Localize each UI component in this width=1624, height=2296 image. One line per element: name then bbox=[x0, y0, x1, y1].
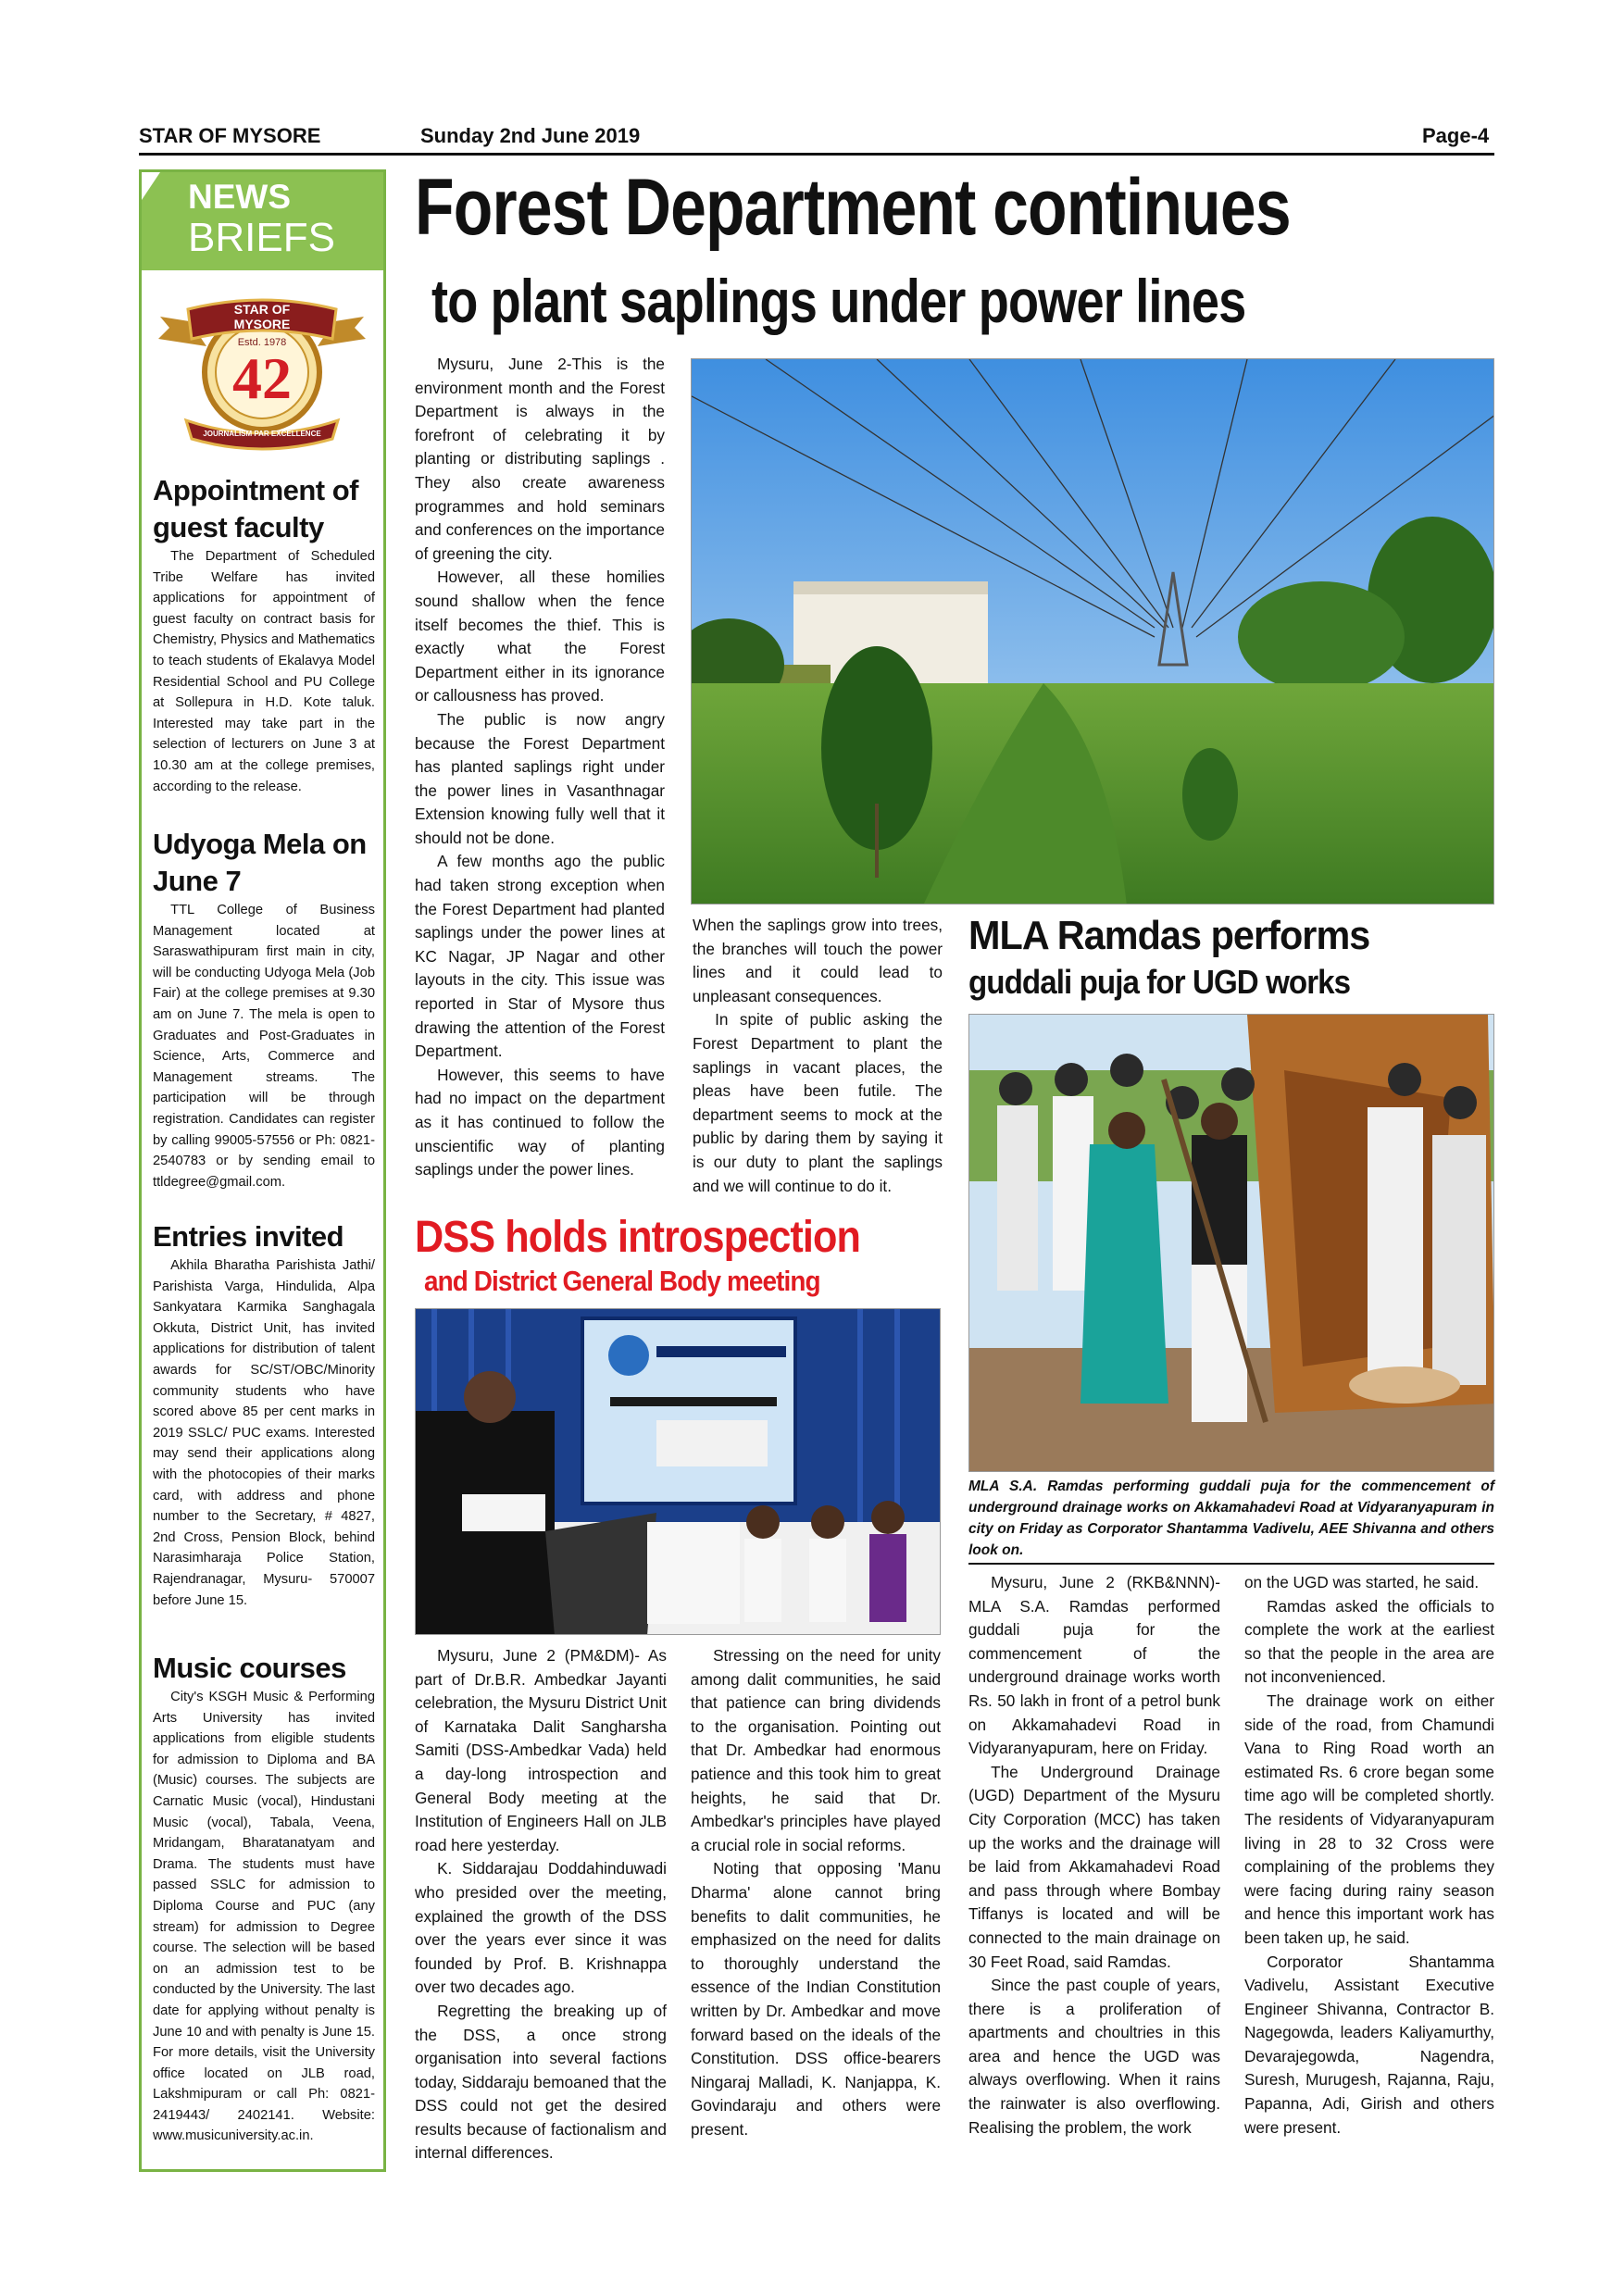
header-rule bbox=[139, 153, 1494, 156]
paragraph: The Underground Drainage (UGD) Department of the Mysuru City Corporation (MCC) has taken up the works and the drainage will be laid from Akkamahadevi Road and pass through where Bombay Tiffanys is located and will be connected to the main drainage on 30 Feet Road, said Ramdas. bbox=[968, 1762, 1220, 1971]
corner-triangle-icon bbox=[142, 172, 160, 200]
paragraph: Since the past couple of years, there is a proliferation of apartments and choultries in this area and hence the UGD was always overflowing. When it rains the rainwater is also overflowing. Realising the problem, the work bbox=[968, 1976, 1220, 2137]
paragraph: A few months ago the public had taken strong exception when the Forest Department had planted saplings under the power lines at KC Nagar, JP Nagar and other layouts in the city. This issue was reported in Star of Mysore thus drawing the attention of the Forest Department. bbox=[415, 852, 665, 1061]
brief-entries-invited bbox=[153, 1218, 375, 1611]
forest-saplings-photo bbox=[691, 358, 1494, 905]
brief-heading: Appointment of guest faculty bbox=[153, 474, 359, 543]
news-label: NEWS bbox=[188, 178, 291, 216]
dss-headline-line1: DSS holds introspection bbox=[415, 1213, 860, 1262]
dss-story-column-1 bbox=[415, 1644, 667, 2165]
meeting-stage-image bbox=[416, 1309, 941, 1635]
brief-music-courses bbox=[153, 1650, 375, 2147]
paper-name: STAR OF MYSORE bbox=[139, 124, 321, 147]
paragraph: However, this seems to have had no impact on the department as it has continued to follow the unscientific way of planting saplings under the power lines. bbox=[415, 1065, 665, 1179]
paragraph: Mysuru, June 2-This is the environment month and the Forest Department is always in the forefront of celebrating it by planting or distributing saplings . They also create awareness programmes and hold seminars and conferences on the importance of greening the city. bbox=[415, 355, 665, 563]
paragraph: Ramdas asked the officials to complete the work at the earliest so that the people in the area are not inconvenienced. bbox=[1244, 1596, 1494, 1687]
brief-body: Akhila Bharatha Parishista Jathi/ Parishista Varga, Hindulida, Alpa Sankyatara Karmika Sanghagala Okkuta, District Unit, has invited applications for distribution of talent awards for SC/ST/OBC/Minority community students who have scored above 85 per cent marks in 2019 SSLC/ PUC exams. Interested may send their applications along with the photocopies of their marks card, with address and phone number to the Secretary, # 4827, 2nd Cross, Pension Block, behind Narasimharaja Police Station, Rajendranagar, Mysuru- 570007 before June 15. bbox=[153, 1258, 375, 1608]
forest-story-column-2 bbox=[693, 914, 943, 1198]
news-briefs-banner bbox=[142, 172, 383, 270]
paragraph: The drainage work on either side of the road, from Chamundi Vana to Ring Road worth an estimated Rs. 6 crore began some time ago will be completed shortly. The residents of Vidyaranyapuram living in 28 to 32 Cross were complaining of the problems they were facing during rainy season and hence this important work has been taken up, he said. bbox=[1244, 1691, 1494, 1947]
forest-story-column-1 bbox=[415, 353, 665, 1182]
forest-headline-line1: Forest Department continues bbox=[415, 163, 1291, 252]
star-of-mysore-42-logo bbox=[151, 281, 373, 457]
news-briefs-sidebar bbox=[139, 169, 386, 2172]
brief-heading: Entries invited bbox=[153, 1220, 344, 1253]
guddali-puja-photo bbox=[968, 1014, 1494, 1472]
caption-text: MLA S.A. Ramdas performing guddali puja for the commencement of underground drainage works on Akkamahadevi Road at Vidyaranyapuram in city on Friday as Corporator Shantamma Vadivelu, AEE Shivanna and others look on. bbox=[968, 1479, 1494, 1558]
dss-story-column-2 bbox=[691, 1644, 941, 2141]
briefs-label: BRIEFS bbox=[188, 215, 335, 260]
paragraph: Mysuru, June 2 (PM&DM)- As part of Dr.B.R. Ambedkar Jayanti celebration, the Mysuru District Unit of Karnataka Dalit Sangharsha Samiti (DSS-Ambedkar Vada) held a day-long introspection and General Body meeting at the Institution of Engineers Hall on JLB road here yesterday. bbox=[415, 1646, 667, 1854]
puja-ceremony-image bbox=[969, 1015, 1494, 1472]
caption-rule bbox=[968, 1563, 1494, 1565]
power-lines-field-image bbox=[692, 359, 1494, 905]
dss-meeting-photo bbox=[415, 1308, 941, 1635]
paragraph: on the UGD was started, he said. bbox=[1244, 1573, 1480, 1591]
page-number: Page-4 bbox=[1422, 124, 1490, 147]
brief-body: City's KSGH Music & Performing Arts University has invited applications from eligible students for admission to Diploma and BA (Music) courses. The subjects are Carnatic Music (vocal), Hindustani Music (vocal), Tabala, Veena, Mridangam, Bharatanatyam and Drama. The students must have passed SSLC for admission to Diploma Course and PUC (any stream) for admission to Degree course. The selection will be based on an admission test to be conducted by the University. The last date for applying without penalty is June 10 and with penalty is June 15. For more details, visit the University office located on JLB road, Lakshmipuram or call Ph: 0821-2419443/ 2402141. Website: www.musicuniversity.ac.in. bbox=[153, 1690, 375, 2144]
mla-photo-caption bbox=[968, 1476, 1494, 1561]
mla-headline-line2: guddali puja for UGD works bbox=[968, 963, 1351, 1001]
brief-body: The Department of Scheduled Tribe Welfare has invited applications for appointment of guest faculty on contract basis for Chemistry, Physics and Mathematics to teach students of Ekalavya Model Residential School and PU College at Sollepura in H.D. Kote taluk. Interested may take part in the selection of lecturers on June 3 at 10.30 am at the college premises, according to the release. bbox=[153, 549, 375, 794]
brief-heading: Music courses bbox=[153, 1652, 346, 1684]
paragraph: K. Siddarajau Doddahinduwadi who presided over the meeting, explained the growth of the DSS over the years ever since it was founded by Prof. B. Krishnappa over two decades ago. bbox=[415, 1859, 667, 1997]
brief-heading: Udyoga Mela on June 7 bbox=[153, 828, 367, 897]
paragraph: The public is now angry because the Forest Department has planted saplings right under the power lines in Vasanthnagar Extension knowing fully well that it should not be done. bbox=[415, 709, 665, 847]
mla-story-column-2 bbox=[1244, 1571, 1494, 2140]
paragraph: Noting that opposing 'Manu Dharma' alone cannot bring benefits to dalit communities, he emphasized on the need for dalits to thoroughly understand the essence of the Indian Constitution written by Dr. Ambedkar and move forward based on the ideals of the Constitution. DSS office-bearers Ningaraj Malladi, K. Nanjappa, K. Govindaraju and others were present. bbox=[691, 1859, 941, 2139]
forest-headline-line2: to plant saplings under power lines bbox=[431, 267, 1246, 335]
paragraph: Corporator Shantamma Vadivelu, Assistant Executive Engineer Shivanna, Contractor B. Nagegowda, leaders Kaliyamurthy, Devarajegowda, Nagendra, Suresh, Murugesh, Rajanna, Raju, Papanna, Adi, Girish and others were present. bbox=[1244, 1952, 1494, 2137]
brief-udyoga-mela bbox=[153, 826, 375, 1192]
paragraph: However, all these homilies sound shallow when the fence itself becomes the thief. This is exactly what the Forest Department either in its ignorance or callousness has proved. bbox=[415, 568, 665, 705]
paragraph: When the saplings grow into trees, the branches will touch the power lines and it could lead to unpleasant consequences. bbox=[693, 916, 943, 1005]
logo-motto-text: JOURNALISM PAR EXCELLENCE bbox=[203, 430, 321, 438]
logo-banner-text: STAR OF MYSORE bbox=[233, 302, 291, 331]
logo-estd-text: Estd. 1978 bbox=[237, 337, 287, 348]
brief-guest-faculty bbox=[153, 472, 375, 797]
paragraph: Mysuru, June 2 (RKB&NNN)-MLA S.A. Ramdas performed guddali puja for the commencement of the underground drainage works worth Rs. 50 lakh in front of a petrol bunk on Akkamahadevi Road in Vidyaranyapuram, here on Friday. bbox=[968, 1573, 1220, 1758]
mla-story-column-1 bbox=[968, 1571, 1220, 2140]
paragraph: Regretting the breaking up of the DSS, a once strong organisation into several factions today, Siddaraju bemoaned that the DSS could not get the desired results because of factionalism and internal differences. bbox=[415, 2001, 667, 2163]
dss-headline-line2: and District General Body meeting bbox=[424, 1265, 820, 1297]
paragraph: Stressing on the need for unity among dalit communities, he said that patience can bring dividends to the organisation. Pointing out that Dr. Ambedkar had enormous patience and this took him to great heights, he said that Dr. Ambedkar's principles have played a crucial role in social reforms. bbox=[691, 1646, 941, 1854]
logo-years-number: 42 bbox=[232, 345, 292, 411]
issue-date: Sunday 2nd June 2019 bbox=[420, 124, 641, 147]
mla-headline-line1: MLA Ramdas performs bbox=[968, 913, 1370, 958]
brief-body: TTL College of Business Management located at Saraswathipuram first main in city, will be conducting Udyoga Mela (Job Fair) at the college premises at 9.30 am on June 7. The mela is open to Graduates and Post-Graduates in Science, Arts, Commerce and Management streams. The participation will be through registration. Candidates can register by calling 99005-57556 or Ph: 0821-2540783 or by sending email to ttldegree@gmail.com. bbox=[153, 903, 375, 1190]
paragraph: In spite of public asking the Forest Department to plant the saplings in vacant places, the pleas have been futile. The department seems to mock at the public by daring them by saying it is our duty to plant the saplings and we will continue to do it. bbox=[693, 1010, 943, 1195]
